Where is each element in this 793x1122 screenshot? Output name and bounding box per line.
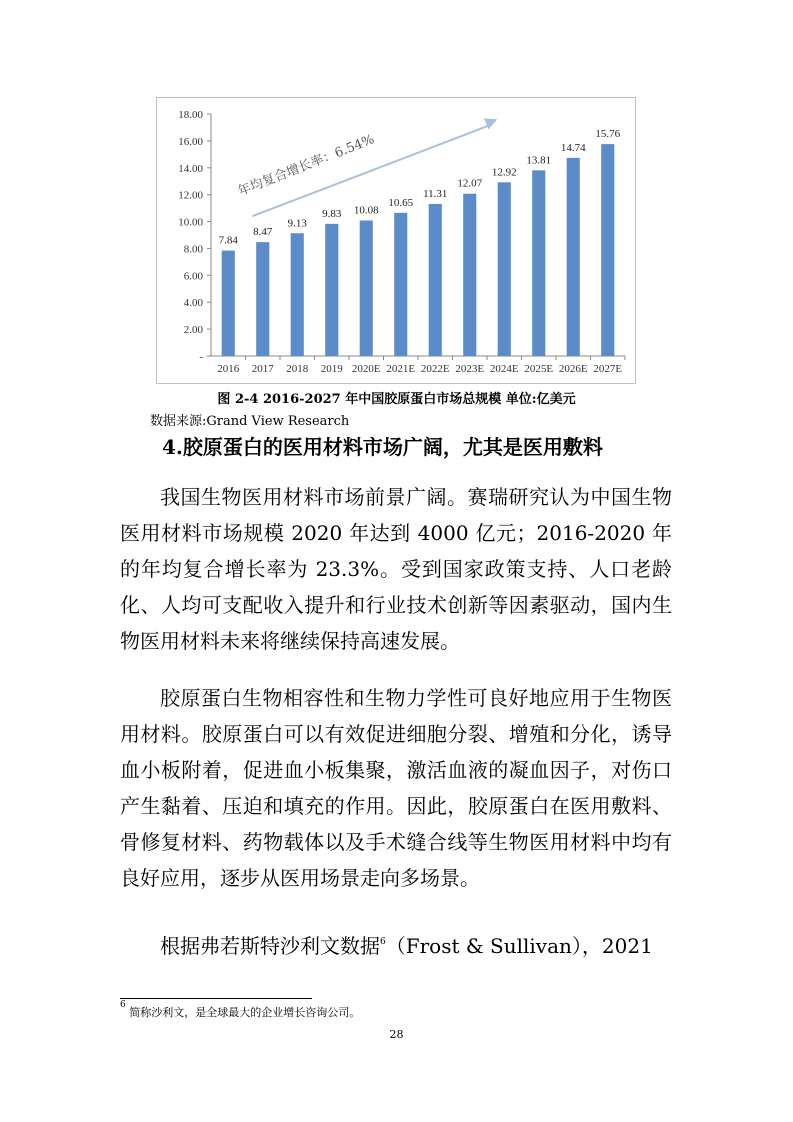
x-tick-label: 2026E [558, 363, 588, 375]
bar [532, 170, 545, 356]
x-tick-label: 2020E [351, 363, 381, 375]
data-label: 11.31 [423, 187, 448, 200]
bar [325, 224, 338, 356]
data-source: 数据来源:Grand View Research [150, 414, 350, 429]
y-tick-label: 18.00 [178, 109, 203, 121]
footnote-text: 简称沙利文，是全球最大的企业增长咨询公司。 [125, 1006, 361, 1019]
data-label: 10.08 [353, 204, 379, 217]
data-label: 14.74 [560, 141, 586, 154]
bar [394, 213, 407, 356]
paragraph-3-text: 根据弗若斯特沙利文数据 [160, 934, 380, 958]
cagr-annotation: 年均复合增长率：6.54% [235, 132, 377, 200]
paragraph-2: 胶原蛋白生物相容性和生物力学性可良好地应用于生物医用材料。胶原蛋白可以有效促进细胞分裂、增殖和分化，诱导血小板附着，促进血小板集聚，激活血液的凝血因子，对伤口产生黏着、压迫和填充的作用。因此，胶原蛋白在医用敷料、骨修复材料、药物载体以及手术缝合线等生物医用材料中均有良好应用，逐步从医用场景走向多场景。 [120, 686, 672, 890]
y-tick-label: 12.00 [178, 189, 203, 202]
x-tick-label: 2022E [420, 363, 450, 375]
footnote-divider [120, 998, 312, 999]
data-label: 12.07 [457, 177, 483, 190]
bar [256, 242, 269, 356]
bar [567, 158, 580, 356]
bar [463, 194, 476, 356]
bar [498, 182, 511, 356]
x-tick-label: 2024E [489, 363, 519, 375]
data-label: 9.83 [322, 207, 342, 220]
figure-caption: 图 2-4 2016-2027 年中国胶原蛋白市场总规模 单位:亿美元 [217, 392, 576, 407]
bar [601, 144, 614, 356]
x-tick-label: 2017 [251, 363, 274, 375]
page-number: 28 [389, 1028, 404, 1041]
y-tick-label: 8.00 [183, 243, 203, 256]
x-tick-label: 2021E [386, 363, 416, 375]
x-tick-label: 2019 [320, 363, 343, 375]
y-tick-label: 4.00 [183, 297, 203, 310]
y-tick-label: 16.00 [178, 135, 203, 148]
x-tick-label: 2025E [524, 363, 554, 375]
footnote [120, 1000, 361, 1020]
data-label: 10.65 [388, 196, 414, 209]
y-tick-label: 2.00 [183, 324, 203, 337]
paragraph-3-text-cont: （Frost & Sullivan），2021 [385, 934, 653, 958]
x-tick-label: 2027E [593, 363, 623, 375]
footnote-mark: 6 [120, 1000, 126, 1010]
bar [222, 251, 235, 356]
paragraph-3 [120, 928, 672, 964]
data-label: 13.81 [526, 154, 552, 167]
data-label: 12.92 [491, 166, 517, 179]
y-tick-label: - [199, 351, 203, 363]
bar [291, 233, 304, 356]
data-label: 15.76 [595, 128, 621, 141]
paragraph-1: 我国生物医用材料市场前景广阔。赛瑞研究认为中国生物医用材料市场规模 2020 年达到 4000 亿元；2016-2020 年的年均复合增长率为 23.3%。受到国家政策支持、人口老龄化、人均可支配收入提升和行业技术创新等因素驱动，国内生物医用材料未来将继续保持高速发展。 [120, 485, 672, 653]
bar-chart-svg [157, 98, 637, 385]
bar [360, 220, 373, 356]
x-tick-label: 2023E [455, 363, 485, 375]
data-label: 7.84 [218, 234, 238, 247]
y-tick-label: 14.00 [178, 162, 203, 175]
y-tick-label: 10.00 [178, 216, 203, 229]
footnote-ref[interactable]: 6 [380, 937, 386, 947]
x-tick-label: 2016 [217, 363, 240, 375]
section-heading: 4.胶原蛋白的医用材料市场广阔，尤其是医用敷料 [162, 435, 603, 459]
data-label: 8.47 [253, 226, 273, 239]
data-label: 9.13 [287, 217, 307, 230]
y-tick-label: 6.00 [183, 270, 203, 283]
bar [429, 204, 442, 356]
x-tick-label: 2018 [286, 363, 309, 375]
market-size-chart [156, 97, 636, 384]
